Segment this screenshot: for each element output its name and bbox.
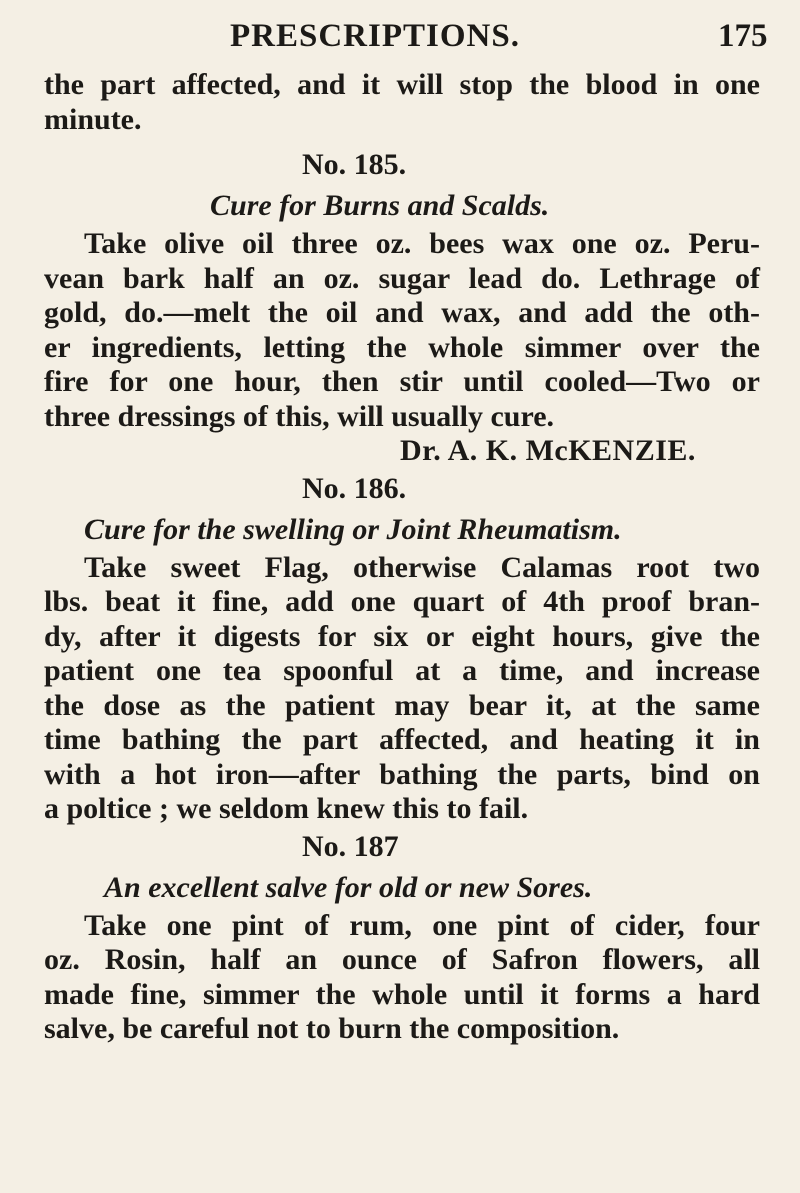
running-head-title: PRESCRIPTIONS. <box>230 18 520 54</box>
recipe-title: An excellent salve for old or new Sores. <box>104 870 593 904</box>
recipe-line: patient one tea spoonful at a time, and increase <box>44 654 760 687</box>
recipe-line: Take olive oil three oz. bees wax one oz. Peru- <box>84 227 760 260</box>
recipe-number: No. 187 <box>302 829 399 863</box>
recipe-number: No. 186. <box>302 471 407 505</box>
recipe-line: Take sweet Flag, otherwise Calamas root two <box>84 550 760 584</box>
recipe-line: Take one pint of rum, one pint of cider, four <box>84 908 760 942</box>
recipe-line: vean bark half an oz. sugar lead do. Lethrage of <box>44 261 760 295</box>
body-text <box>44 68 760 1047</box>
recipe-title: Cure for Burns and Scalds. <box>210 189 550 222</box>
recipe-line: made fine, simmer the whole until it forms a hard <box>44 977 760 1011</box>
recipe-line: dy, after it digests for six or eight hours, give the <box>44 619 760 653</box>
recipe-line: lbs. beat it fine, add one quart of 4th proof bran- <box>44 585 760 618</box>
recipe-line: oz. Rosin, half an ounce of Safron flowers, all <box>44 943 760 976</box>
recipe-line: er ingredients, letting the whole simmer over the <box>44 330 760 364</box>
recipe-signature: Dr. A. K. McKENZIE. <box>400 434 696 467</box>
recipe-line: gold, do.—melt the oil and wax, and add the oth- <box>44 296 760 329</box>
recipe-line: the dose as the patient may bear it, at the same <box>44 688 760 722</box>
intro-line: the part affected, and it will stop the blood in one <box>44 68 760 101</box>
recipe-line: with a hot iron—after bathing the parts, bind on <box>44 757 760 791</box>
recipe-line: a poltice ; we seldom knew this to fail. <box>44 792 529 825</box>
recipe-title: Cure for the swelling or Joint Rheumatism. <box>84 512 622 546</box>
recipe-line: three dressings of this, will usually cure. <box>44 399 555 433</box>
running-head <box>0 18 800 58</box>
page-number: 175 <box>718 18 768 54</box>
recipe-line: time bathing the part affected, and heating it in <box>44 723 760 756</box>
recipe-line: fire for one hour, then stir until cooled—Two or <box>44 365 760 398</box>
recipe-line: salve, be careful not to burn the composition. <box>44 1012 620 1045</box>
intro-line: minute. <box>44 102 142 136</box>
recipe-number: No. 185. <box>302 148 407 181</box>
